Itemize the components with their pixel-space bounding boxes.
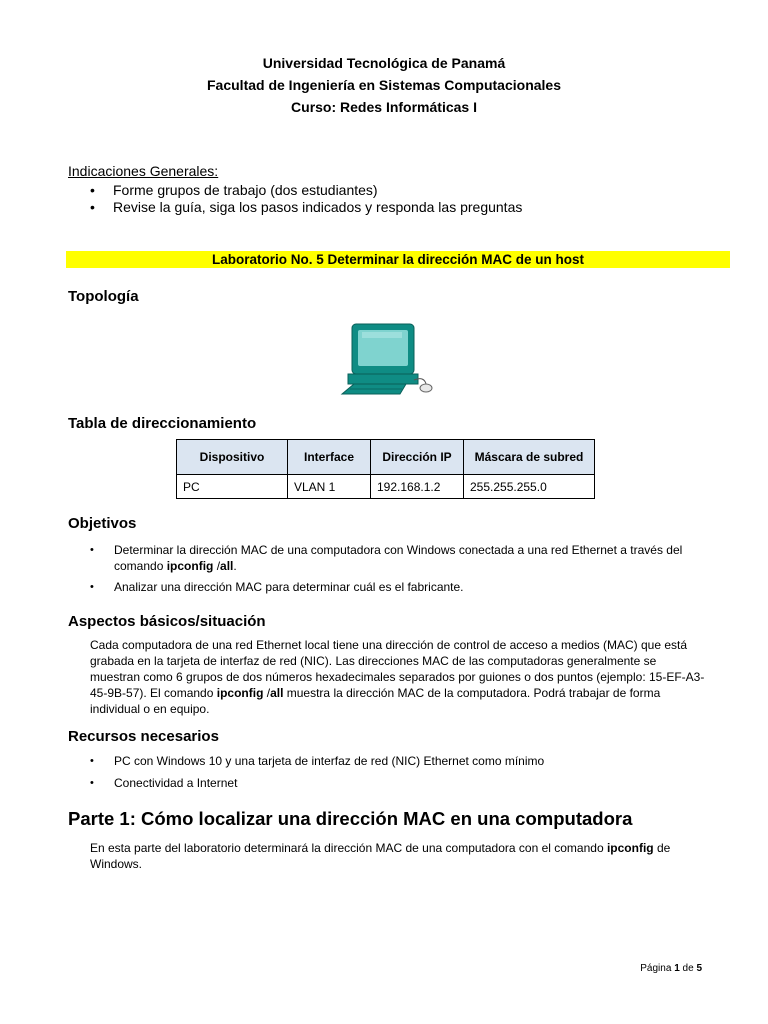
command-ipconfig: ipconfig <box>606 841 654 855</box>
table-cell: 255.255.255.0 <box>464 475 595 499</box>
objetivos-item-text <box>114 542 704 574</box>
command-ipconfig: ipconfig <box>216 686 264 700</box>
recursos-item-text: PC con Windows 10 y una tarjeta de interfaz de red (NIC) Ethernet como mínimo <box>114 754 545 768</box>
objetivos-item-text: Analizar una dirección MAC para determinar cuál es el fabricante. <box>114 580 464 594</box>
page-number: 1 <box>674 963 680 974</box>
lab-title: Laboratorio No. 5 Determinar la dirección MAC de un host <box>211 252 585 267</box>
table-header-cell: Interface <box>288 440 371 475</box>
faculty-name: Facultad de Ingeniería en Sistemas Computacionales <box>207 77 561 93</box>
table-header-row <box>177 440 595 475</box>
indicaciones-item-text: Forme grupos de trabajo (dos estudiantes) <box>113 182 378 198</box>
parte1-paragraph <box>90 840 705 872</box>
text-span: Cada computadora de una red Ethernet local tiene una dirección de control de acceso a medios (MAC) que está grabada en la tarjeta de interfaz de red (NIC). Las direcciones MAC de las computadoras generalmente se muestran como 6 grupos de dos números hexadecimales separados por guiones o dos puntos (ejemplo: 15-EF-A3-45-9B-57). El comando <box>90 638 705 700</box>
aspectos-paragraph <box>90 637 705 717</box>
text-span: de <box>679 963 697 974</box>
table-header-cell: Dirección IP <box>371 440 464 475</box>
text-span: En esta parte del laboratorio determinará la dirección MAC de una computadora con el comando <box>90 841 607 855</box>
text-span: . <box>233 559 237 573</box>
indicaciones-title: Indicaciones Generales: <box>68 163 219 179</box>
parte1-title: Parte 1: Cómo localizar una dirección MAC en una computadora <box>68 808 633 829</box>
table-cell: 192.168.1.2 <box>371 475 464 499</box>
recursos-item-text: Conectividad a Internet <box>114 776 238 790</box>
page-footer <box>600 963 702 974</box>
tabla-title: Tabla de direccionamiento <box>68 415 257 432</box>
lab-title-banner <box>66 251 730 268</box>
bullet-icon: • <box>90 182 95 198</box>
text-span: / <box>263 686 271 700</box>
text-span: de Windows. <box>90 841 671 871</box>
table-header-cell: Dispositivo <box>177 440 288 475</box>
table-row <box>177 475 595 499</box>
command-all: all <box>220 559 234 573</box>
bullet-icon: • <box>90 777 94 789</box>
table-cell: VLAN 1 <box>288 475 371 499</box>
bullet-icon: • <box>90 199 95 215</box>
bullet-icon: • <box>90 544 94 556</box>
text-span: Determinar la dirección MAC de una computadora con Windows conectada a una red Ethernet a través del comando <box>114 543 683 573</box>
bullet-icon: • <box>90 755 94 767</box>
university-name: Universidad Tecnológica de Panamá <box>262 55 506 71</box>
recursos-title: Recursos necesarios <box>68 728 219 745</box>
page-total: 5 <box>696 963 702 974</box>
command-all: all <box>270 686 284 700</box>
desktop-computer-icon <box>340 322 440 397</box>
table-header-cell: Máscara de subred <box>464 440 595 475</box>
addressing-table <box>176 439 595 499</box>
topologia-title: Topología <box>68 288 139 305</box>
table-cell: PC <box>177 475 288 499</box>
indicaciones-item-text: Revise la guía, siga los pasos indicados y responda las preguntas <box>113 199 523 215</box>
course-name: Curso: Redes Informáticas I <box>291 99 477 115</box>
bullet-icon: • <box>90 581 94 593</box>
command-ipconfig: ipconfig <box>166 559 214 573</box>
aspectos-title: Aspectos básicos/situación <box>68 613 266 630</box>
objetivos-title: Objetivos <box>68 515 137 532</box>
text-span: muestra la dirección MAC de la computadora. Podrá trabajar de forma individual o en equipo. <box>90 686 661 716</box>
text-span: / <box>213 559 221 573</box>
text-span: Página <box>640 963 675 974</box>
